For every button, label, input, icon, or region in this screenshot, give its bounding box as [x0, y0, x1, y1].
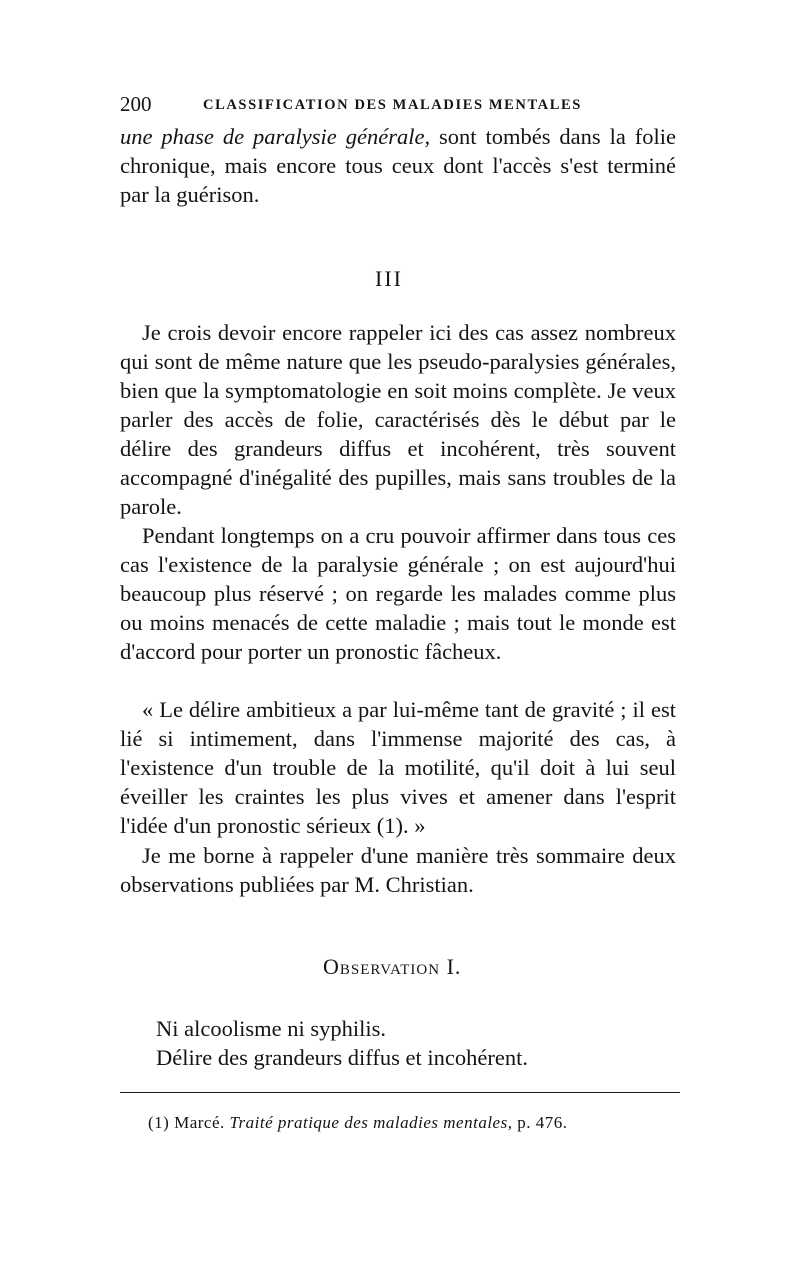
paragraph-text: Je crois devoir encore rappeler ici des cas assez nombreux qui sont de même nature que les pseudo-paralysies générales, bien que la symptomatologie en soit moins complète. Je veux parler des accès de folie, caractérisés dès le début par le délire des grandeurs diffus et incohérent, très souvent accompagné d'inégalité des pupilles, mais sans troubles de la parole.: [120, 320, 676, 519]
paragraph-text: Pendant longtemps on a cru pouvoir affirmer dans tous ces cas l'existence de la paralysie générale ; on est aujourd'hui beaucoup plus réservé ; on regarde les malades comme plus ou moins menacés de cette maladie ; mais tout le monde est d'accord pour porter un pronostic fâcheux.: [120, 523, 676, 664]
paragraph: [120, 318, 676, 521]
paragraph-continuation: [120, 122, 676, 209]
paragraph-text: « Le délire ambitieux a par lui-même tant de gravité ; il est lié si intimement, dans l'immense majorité des cas, à l'existence d'un trouble de la motilité, qu'il doit à lui seul éveiller les craintes les plus vives et amener dans l'esprit l'idée d'un pronostic sérieux (1). »: [120, 697, 676, 838]
summary-line: Délire des grandeurs diffus et incohérent.: [156, 1045, 528, 1070]
paragraph: [120, 521, 676, 666]
section-number: III: [375, 266, 403, 291]
summary-line: Ni alcoolisme ni syphilis.: [156, 1016, 386, 1041]
page-header: [120, 92, 680, 116]
italic-lead-text: une phase de paralysie générale,: [120, 124, 431, 149]
paragraph-text: sont tombés dans la folie chronique, mais encore tous ceux dont l'accès s'est terminé par la guérison.: [120, 124, 677, 207]
observation-heading: Observation I.: [323, 954, 462, 979]
paragraph: [120, 841, 676, 899]
paragraph-text: Je me borne à rappeler d'une manière très sommaire deux observations publiées par M. Christian.: [120, 843, 676, 897]
running-title: CLASSIFICATION DES MALADIES MENTALES: [203, 97, 582, 113]
page-number: 200: [120, 92, 152, 116]
footnote-title: Traité pratique des maladies mentales,: [229, 1113, 513, 1132]
footnote: [148, 1112, 567, 1134]
footnote-suffix: p. 476.: [512, 1113, 568, 1132]
quoted-paragraph: [120, 695, 676, 840]
observation-summary: [156, 1014, 528, 1072]
footnote-prefix: (1) Marcé.: [148, 1113, 230, 1132]
footnote-divider: [120, 1092, 680, 1093]
